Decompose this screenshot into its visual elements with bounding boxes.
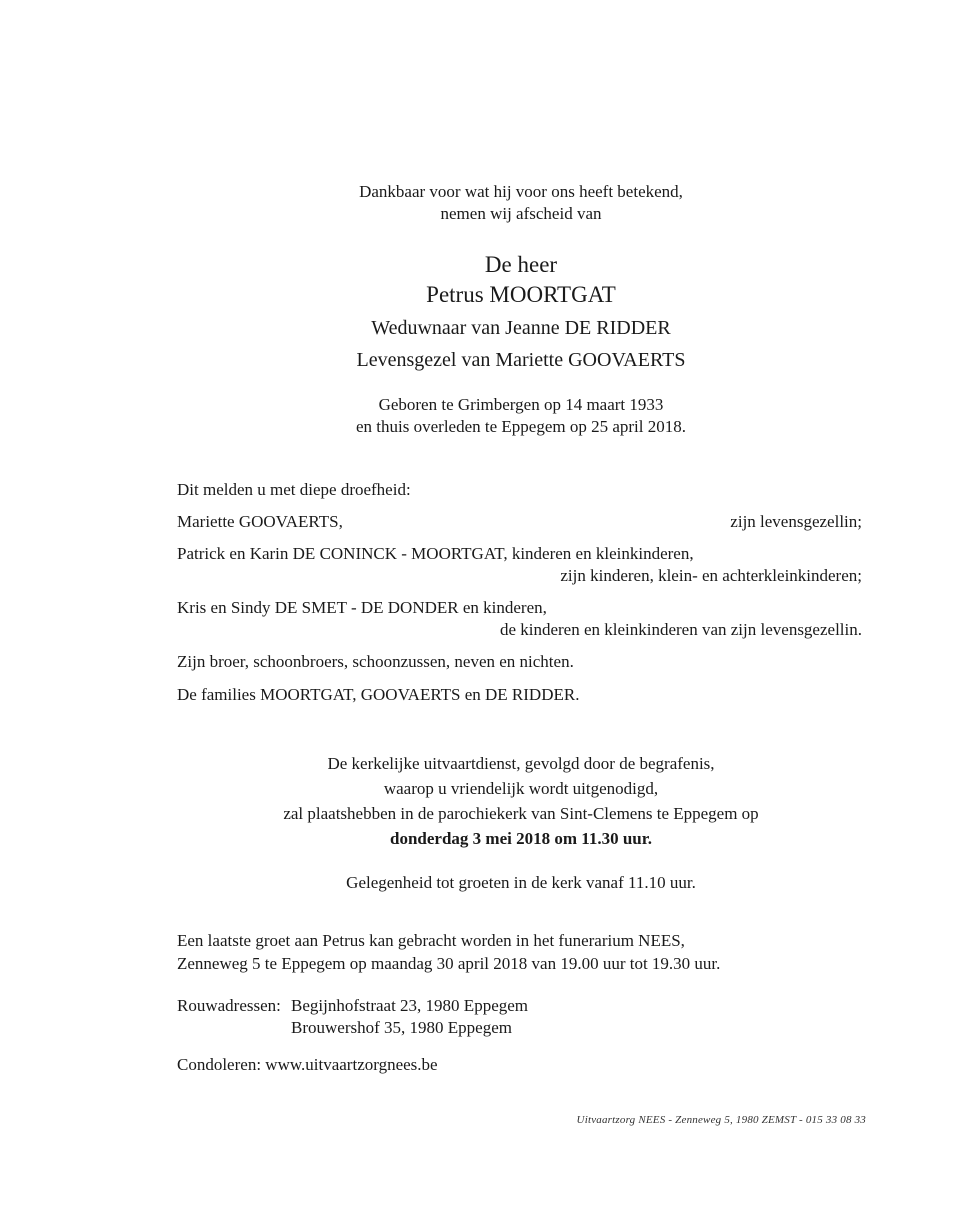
intro-line-1: Dankbaar voor wat hij voor ons heeft betekend, [359, 182, 683, 201]
condolences-line [177, 1054, 438, 1076]
widower-line: Weduwnaar van Jeanne DE RIDDER [371, 317, 671, 339]
family-entry-relation: de kinderen en kleinkinderen van zijn levensgezellin. [499, 620, 862, 639]
siblings-line: Zijn broer, schoonbroers, schoonzussen, neven en nichten. [177, 652, 574, 671]
partner-line: Levensgezel van Mariette GOOVAERTS [356, 349, 686, 371]
family-heading: Dit melden u met diepe droefheid: [177, 480, 411, 499]
salutation: De heer [484, 252, 558, 277]
family-entry-name: Patrick en Karin DE CONINCK - MOORTGAT, kinderen en kleinkinderen, [177, 544, 694, 563]
address-2: Brouwershof 35, 1980 Eppegem [291, 1018, 512, 1037]
farewell-line-1: Een laatste groet aan Petrus kan gebracht worden in het funerarium NEES, [177, 931, 685, 950]
funeral-home-footer: Uitvaartzorg NEES - Zenneweg 5, 1980 ZEMST - 015 33 08 33 [576, 1114, 866, 1126]
born-line: Geboren te Grimbergen op 14 maart 1933 [378, 395, 664, 414]
service-datetime: donderdag 3 mei 2018 om 11.30 uur. [390, 829, 652, 848]
addresses-label: Rouwadressen: [177, 996, 281, 1015]
address-1: Begijnhofstraat 23, 1980 Eppegem [291, 996, 529, 1015]
service-line-2: waarop u vriendelijk wordt uitgenodigd, [383, 779, 659, 798]
greeting-line: Gelegenheid tot groeten in de kerk vanaf 11.10 uur. [346, 873, 696, 892]
family-entry-name: Kris en Sindy DE SMET - DE DONDER en kinderen, [177, 598, 547, 617]
family-entry-relation: zijn levensgezellin; [730, 512, 862, 531]
intro-line-2: nemen wij afscheid van [440, 204, 602, 223]
families-line: De families MOORTGAT, GOOVAERTS en DE RIDDER. [177, 685, 580, 704]
service-line-3: zal plaatshebben in de parochiekerk van Sint-Clemens te Eppegem op [283, 804, 759, 823]
deceased-name: Petrus MOORTGAT [426, 282, 616, 307]
condolences-link[interactable]: www.uitvaartzorgnees.be [265, 1055, 438, 1074]
condolences-label: Condoleren: [177, 1055, 262, 1074]
family-entry-relation: zijn kinderen, klein- en achterkleinkinderen; [560, 566, 862, 585]
service-line-1: De kerkelijke uitvaartdienst, gevolgd door de begrafenis, [327, 754, 715, 773]
farewell-line-2: Zenneweg 5 te Eppegem op maandag 30 april 2018 van 19.00 uur tot 19.30 uur. [177, 954, 721, 973]
died-line: en thuis overleden te Eppegem op 25 april 2018. [356, 417, 686, 436]
family-entry-name: Mariette GOOVAERTS, [177, 512, 343, 531]
